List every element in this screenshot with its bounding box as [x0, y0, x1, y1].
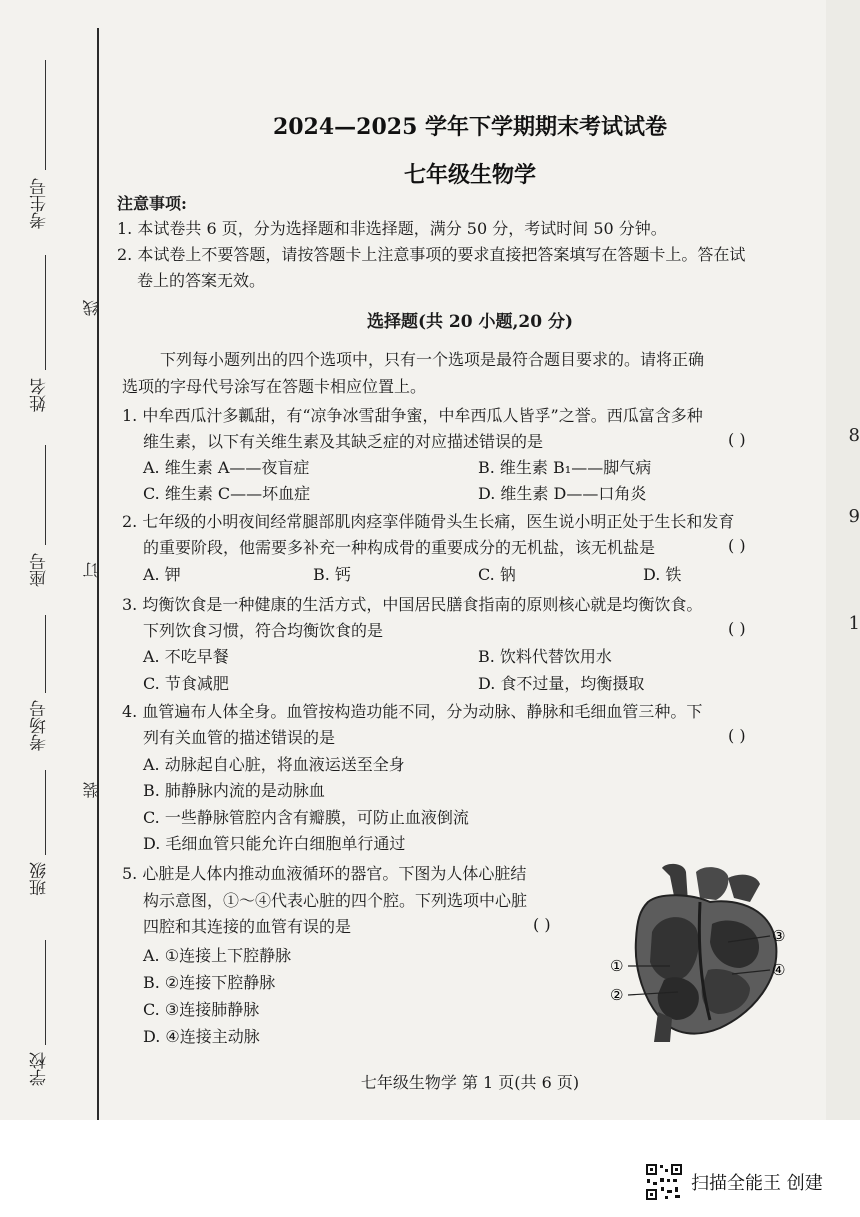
- sidebar-blank-school: [45, 940, 46, 1045]
- qr-code-icon: [645, 1163, 683, 1201]
- answer-paren: ( ): [728, 536, 746, 555]
- section-instruction: 选项的字母代号涂写在答题卡相应位置上。: [122, 377, 427, 396]
- option-d: D. 食不过量，均衡摄取: [478, 674, 645, 693]
- subject-title: 七年级生物学: [403, 162, 536, 188]
- question-stem: 3. 均衡饮食是一种健康的生活方式，中国居民膳食指南的原则核心就是均衡饮食。: [122, 595, 703, 614]
- edge-digit: 9: [848, 506, 860, 527]
- edge-digit: 8: [848, 425, 860, 446]
- sidebar-label-school: 学校: [30, 1052, 50, 1086]
- option-a: A. 钾: [143, 565, 181, 584]
- page-footer: 七年级生物学 第 1 页(共 6 页): [360, 1073, 580, 1092]
- question-stem: 下列饮食习惯，符合均衡饮食的是: [143, 621, 384, 640]
- notice-item: 1. 本试卷共 6 页，分为选择题和非选择题，满分 50 分，考试时间 50 分钟。: [117, 219, 667, 238]
- sidebar-label-name: 姓名: [30, 378, 50, 412]
- sidebar-label-room: 考场号: [30, 700, 50, 751]
- option-c: C. 钠: [478, 565, 516, 584]
- notice-item: 卷上的答案无效。: [137, 271, 266, 290]
- section-title: 选择题(共 20 小题,20 分): [366, 312, 574, 332]
- option-a: A. 维生素 A——夜盲症: [143, 458, 310, 477]
- option-c: C. 维生素 C——坏血症: [143, 484, 311, 503]
- option-d: D. ④连接主动脉: [143, 1027, 260, 1046]
- question-stem: 1. 中牟西瓜汁多瓤甜，有“凉争冰雪甜争蜜，中牟西瓜人皆孚”之誉。西瓜富含多种: [122, 406, 703, 425]
- answer-paren: ( ): [533, 915, 551, 934]
- sidebar-blank-exam-no: [45, 60, 46, 170]
- sidebar-label-exam-no: 考生号: [30, 178, 50, 229]
- sidebar-blank-class: [45, 770, 46, 855]
- option-b: B. 肺静脉内流的是动脉血: [143, 781, 325, 800]
- scanner-watermark: [645, 1163, 823, 1201]
- answer-paren: ( ): [728, 726, 746, 745]
- exam-title: 2024—2025 学年下学期期末考试试卷: [272, 114, 668, 140]
- section-instruction: 下列每小题列出的四个选项中，只有一个选项是最符合题目要求的。请将正确: [160, 350, 705, 369]
- sidebar-blank-room: [45, 615, 46, 693]
- question-stem: 4. 血管遍布人体全身。血管按构造功能不同，分为动脉、静脉和毛细血管三种。下: [122, 702, 703, 721]
- option-d: D. 维生素 D——口角炎: [478, 484, 647, 503]
- option-d: D. 铁: [643, 565, 682, 584]
- sidebar-label-seat: 座号: [30, 553, 50, 587]
- question-stem: 维生素，以下有关维生素及其缺乏症的对应描述错误的是: [143, 432, 544, 451]
- figure-label-1: ①: [610, 957, 624, 975]
- sidebar-blank-seat: [45, 445, 46, 545]
- figure-label-3: ③: [772, 927, 786, 945]
- cut-mark-bind: 订: [82, 562, 101, 578]
- answer-paren: ( ): [728, 619, 746, 638]
- sidebar-blank-name: [45, 255, 46, 370]
- question-stem: 列有关血管的描述错误的是: [143, 728, 336, 747]
- scanner-watermark-text: 扫描全能王 创建: [691, 1173, 823, 1194]
- notice-heading: 注意事项:: [117, 194, 187, 213]
- option-b: B. 饮料代替饮用水: [478, 647, 612, 666]
- question-stem: 的重要阶段，他需要多补充一种构成骨的重要成分的无机盐，该无机盐是: [143, 538, 656, 557]
- option-b: B. ②连接下腔静脉: [143, 973, 276, 992]
- sidebar-label-class: 班级: [30, 862, 50, 896]
- option-a: A. ①连接上下腔静脉: [143, 946, 292, 965]
- figure-label-2: ②: [610, 986, 624, 1004]
- option-a: A. 动脉起自心脏，将血液运送至全身: [143, 755, 405, 774]
- heart-illustration: [636, 864, 777, 1042]
- cut-mark-staple: 装: [82, 782, 101, 798]
- option-b: B. 钙: [313, 565, 351, 584]
- question-stem: 5. 心脏是人体内推动血液循环的器官。下图为人体心脏结: [122, 864, 527, 883]
- question-stem: 构示意图，①～④代表心脏的四个腔。下列选项中心脏: [143, 891, 528, 910]
- heart-diagram: [600, 862, 800, 1042]
- option-c: C. ③连接肺静脉: [143, 1000, 260, 1019]
- edge-digit: 1: [848, 613, 860, 634]
- question-stem: 四腔和其连接的血管有误的是: [143, 917, 352, 936]
- question-stem: 2. 七年级的小明夜间经常腿部肌肉痉挛伴随骨头生长痛，医生说小明正处于生长和发育: [122, 512, 735, 531]
- notice-item: 2. 本试卷上不要答题，请按答题卡上注意事项的要求直接把答案填写在答题卡上。答在试: [117, 245, 746, 264]
- option-b: B. 维生素 B₁——脚气病: [478, 458, 652, 477]
- figure-label-4: ④: [772, 961, 786, 979]
- cut-mark-line: 线: [82, 300, 101, 316]
- option-d: D. 毛细血管只能允许白细胞单行通过: [143, 834, 406, 853]
- answer-paren: ( ): [728, 430, 746, 449]
- option-a: A. 不吃早餐: [143, 647, 229, 666]
- option-c: C. 节食减肥: [143, 674, 229, 693]
- option-c: C. 一些静脉管腔内含有瓣膜，可防止血液倒流: [143, 808, 469, 827]
